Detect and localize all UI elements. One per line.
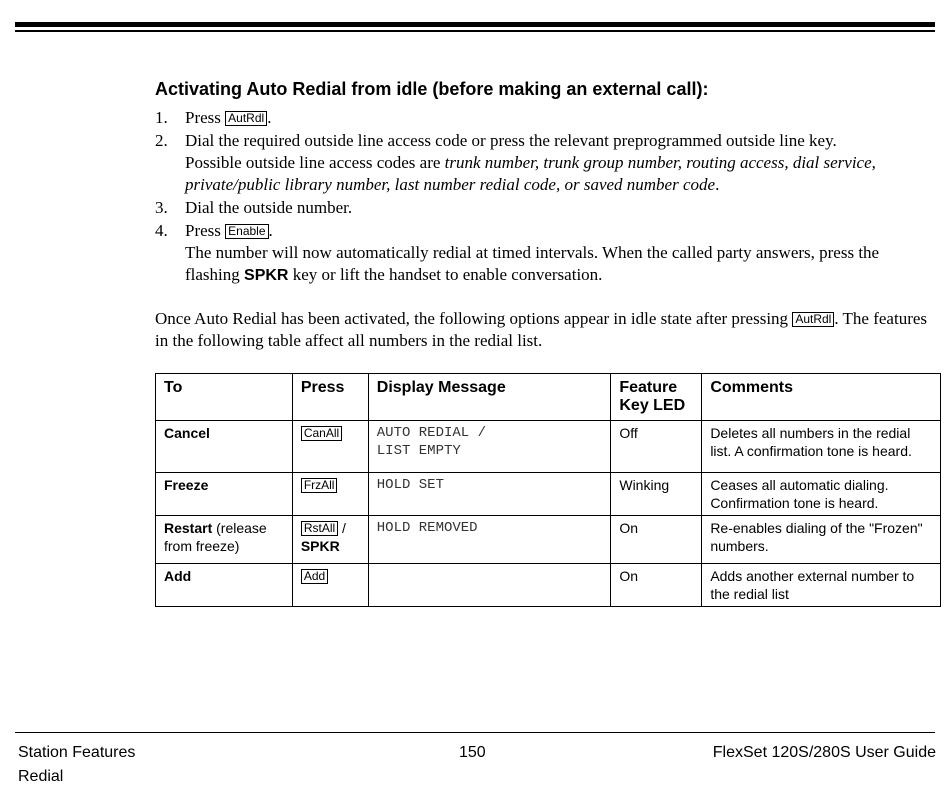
press-cell	[292, 473, 368, 516]
display-message-cell: HOLD REMOVED	[368, 516, 611, 564]
table-row	[156, 564, 941, 607]
comments-cell: Ceases all automatic dialing. Confirmation tone is heard.	[702, 473, 941, 516]
section-heading: Activating Auto Redial from idle (before making an external call):	[155, 79, 709, 99]
frzall-key: FrzAll	[301, 478, 338, 493]
steps-list	[155, 107, 935, 287]
footer-rule	[15, 732, 935, 733]
step-number: 4.	[155, 221, 168, 240]
step-1: 1. Press AutRdl .	[155, 108, 272, 127]
step-4: 4. Press Enable . The number will now automatically redial at timed intervals. When the called party answers, press the flashing SPKR key or lift the handset to enable conversation.	[155, 220, 935, 287]
comments-cell: Re-enables dialing of the "Frozen" numbers.	[702, 516, 941, 564]
options-table	[155, 373, 941, 607]
step-text: Press	[185, 108, 226, 127]
canall-key: CanAll	[301, 426, 342, 441]
column-header: Press	[292, 374, 368, 421]
table-header-row	[156, 374, 941, 421]
access-codes-list: trunk number, trunk group number, routing access, dial service, private/public library number, last number redial code, or saved number code	[185, 153, 876, 194]
spkr-key-label: SPKR	[300, 538, 340, 554]
press-cell	[292, 421, 368, 473]
column-header: To	[156, 374, 293, 421]
action-cell: Freeze	[156, 473, 293, 516]
action-cell: Add	[156, 564, 293, 607]
press-cell	[292, 564, 368, 607]
action-cell: Cancel	[156, 421, 293, 473]
footer-guide-title: FlexSet 120S/280S User Guide	[712, 744, 936, 761]
comments-cell: Deletes all numbers in the redial list. A confirmation tone is heard.	[702, 421, 941, 473]
step-text: Press	[185, 221, 226, 240]
spkr-key-label: SPKR	[244, 267, 289, 284]
table-row	[156, 516, 941, 564]
step-number: 1.	[155, 108, 168, 127]
header-rule-thin	[15, 30, 935, 32]
led-cell: On	[611, 516, 702, 564]
footer-subsection-title: Redial	[18, 768, 64, 785]
header-rule-thick	[15, 22, 935, 27]
column-header: Comments	[702, 374, 941, 421]
intro-paragraph: Once Auto Redial has been activated, the following options appear in idle state after pressing AutRdl . The features in the following table affect all numbers in the redial list.	[155, 309, 928, 350]
table-row	[156, 421, 941, 473]
press-cell: RstAll / SPKR	[292, 516, 368, 564]
step-number: 3.	[155, 198, 168, 217]
step-3	[155, 197, 935, 219]
table-row	[156, 473, 941, 516]
footer-section-title: Station Features	[18, 744, 136, 761]
rstall-key: RstAll	[301, 521, 338, 536]
display-message-cell: HOLD SET	[368, 473, 611, 516]
add-key: Add	[301, 569, 328, 584]
action-cell: Restart (release from freeze)	[156, 516, 293, 564]
autrdl-key: AutRdl	[225, 111, 267, 126]
enable-key: Enable	[225, 224, 268, 239]
column-header: Feature Key LED	[611, 374, 702, 421]
step-text: Dial the required outside line access code or press the relevant preprogrammed outside line key.	[185, 131, 837, 150]
led-cell: Off	[611, 421, 702, 473]
led-cell: Winking	[611, 473, 702, 516]
step-2: 2. Dial the required outside line access code or press the relevant preprogrammed outside line key. Possible outside line access codes are trunk number, trunk group number, routing access, dial service, private/public library number, last number redial code, or saved number code.	[155, 131, 876, 194]
step-text: Dial the outside number.	[185, 198, 353, 217]
display-message-cell	[368, 564, 611, 607]
led-cell: On	[611, 564, 702, 607]
page-number: 150	[459, 744, 486, 761]
step-number: 2.	[155, 131, 168, 150]
column-header: Display Message	[368, 374, 611, 421]
display-message-cell: AUTO REDIAL / LIST EMPTY	[368, 421, 611, 473]
comments-cell: Adds another external number to the redial list	[702, 564, 941, 607]
autrdl-key: AutRdl	[792, 312, 834, 327]
